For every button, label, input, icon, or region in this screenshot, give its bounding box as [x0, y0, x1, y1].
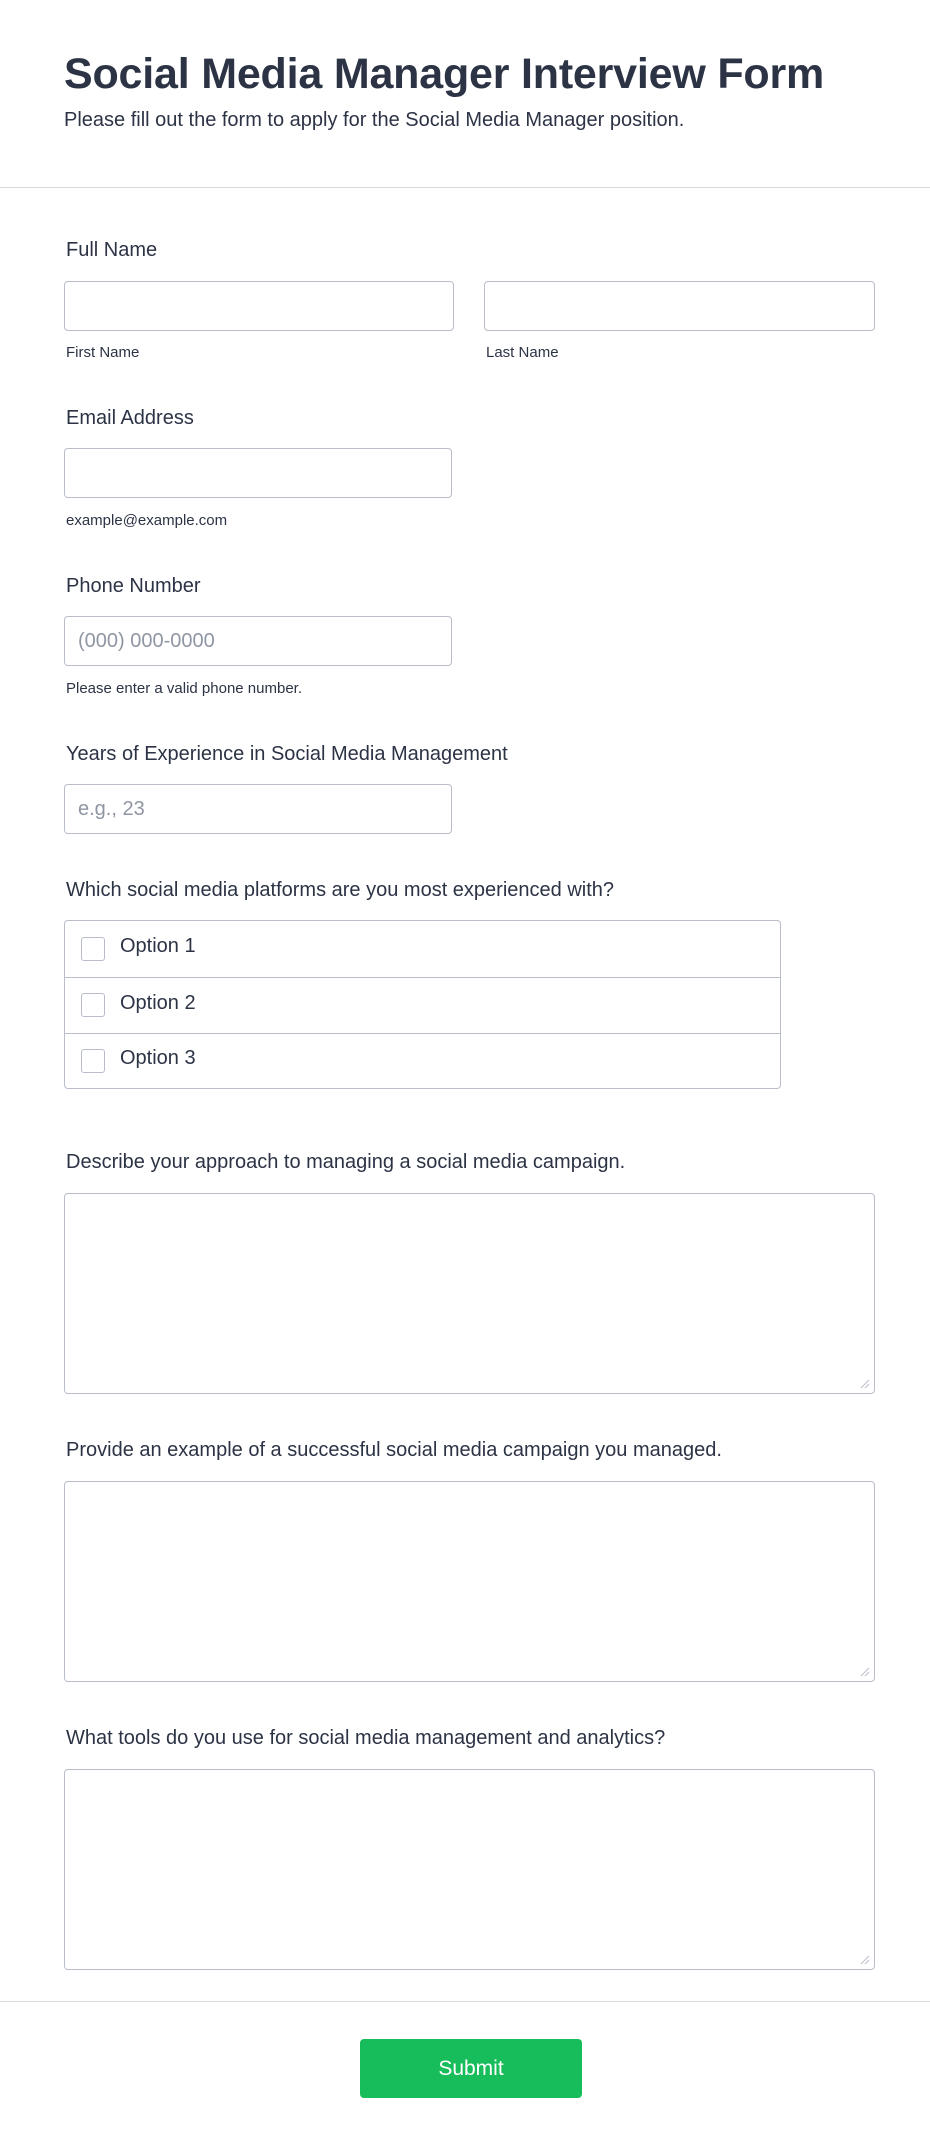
- checkbox-option-3[interactable]: [65, 1033, 780, 1088]
- phone-input[interactable]: (000) 000-0000: [64, 616, 452, 666]
- checkbox-option-1[interactable]: [65, 921, 780, 977]
- email-label: Email Address: [66, 407, 194, 429]
- checkbox[interactable]: [81, 1049, 105, 1073]
- checkbox[interactable]: [81, 937, 105, 961]
- form-title: Social Media Manager Interview Form: [64, 50, 825, 98]
- resize-grip-icon[interactable]: [860, 1379, 870, 1389]
- resize-grip-icon[interactable]: [860, 1955, 870, 1965]
- checkbox-label: Option 2: [120, 992, 196, 1014]
- platforms-checkbox-group: [64, 920, 781, 1089]
- first-name-sublabel: First Name: [66, 344, 140, 361]
- last-name-input[interactable]: [484, 281, 875, 331]
- checkbox-option-2[interactable]: [65, 977, 780, 1033]
- email-sublabel: example@example.com: [66, 512, 228, 529]
- checkbox-label: Option 1: [120, 935, 196, 957]
- phone-label: Phone Number: [66, 575, 201, 597]
- full-name-label: Full Name: [66, 239, 158, 261]
- form-header: [0, 0, 930, 188]
- form-footer: [0, 2001, 930, 2149]
- tools-label: What tools do you use for social media management and analytics?: [66, 1727, 666, 1749]
- resize-grip-icon[interactable]: [860, 1667, 870, 1677]
- example-textarea[interactable]: [64, 1481, 875, 1682]
- platforms-label: Which social media platforms are you most experienced with?: [66, 879, 615, 901]
- approach-textarea[interactable]: [64, 1193, 875, 1394]
- checkbox[interactable]: [81, 993, 105, 1017]
- experience-label: Years of Experience in Social Media Management: [66, 743, 508, 765]
- first-name-input[interactable]: [64, 281, 454, 331]
- submit-button[interactable]: Submit: [360, 2039, 582, 2098]
- example-label: Provide an example of a successful social media campaign you managed.: [66, 1439, 722, 1461]
- form-subtitle: Please fill out the form to apply for the Social Media Manager position.: [64, 109, 685, 131]
- email-input[interactable]: [64, 448, 452, 498]
- checkbox-label: Option 3: [120, 1047, 196, 1069]
- experience-input[interactable]: e.g., 23: [64, 784, 452, 834]
- tools-textarea[interactable]: [64, 1769, 875, 1970]
- last-name-sublabel: Last Name: [486, 344, 559, 361]
- approach-label: Describe your approach to managing a social media campaign.: [66, 1151, 626, 1173]
- phone-sublabel: Please enter a valid phone number.: [66, 680, 302, 697]
